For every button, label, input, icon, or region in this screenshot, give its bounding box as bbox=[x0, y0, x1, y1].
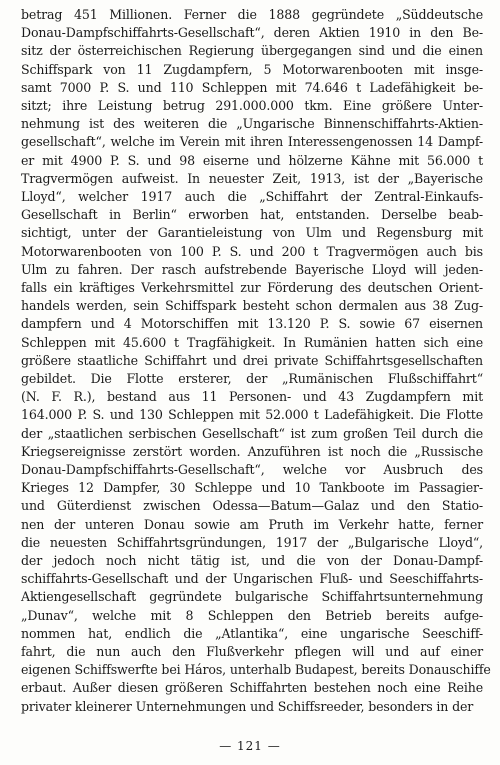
text-line: Donau-Dampfschiffahrts-Gesellschaft“, deren Aktien 1910 in den Be- bbox=[21, 25, 483, 41]
text-line: samt 7000 P. S. und 110 Schleppen mit 74.646 t Ladefähigkeit be- bbox=[21, 79, 483, 95]
text-line: er mit 4900 P. S. und 98 eiserne und hölzerne Kähne mit 56.000 t bbox=[21, 152, 483, 168]
text-line: gebildet. Die Flotte ersterer, der „Rumänischen Flußschiffahrt“ bbox=[21, 371, 483, 386]
text-line: sitz der österreichischen Regierung übergegangen sind und die einen bbox=[21, 43, 483, 59]
text-line: betrag 451 Millionen. Ferner die 1888 gegründete „Süddeutsche bbox=[21, 7, 483, 22]
text-line: sitzt; ihre Leistung betrug 291.000.000 tkm. Eine größere Unter- bbox=[21, 98, 483, 113]
text-line: Schiffspark von 11 Zugdampfern, 5 Motorwarenbooten mit insge- bbox=[21, 61, 483, 77]
page-number: — 121 — bbox=[219, 739, 281, 753]
text-line: gesellschaft“, welche im Verein mit ihren Interessengenossen 14 Dampf- bbox=[21, 134, 483, 150]
text-line: privater kleinerer Unternehmungen und Schiffsreeder, besonders in der bbox=[21, 698, 474, 714]
text-line: Gesellschaft in Berlin“ erworben hat, entstanden. Derselbe beab- bbox=[21, 207, 483, 223]
text-line: nen der unteren Donau sowie am Pruth im Verkehr hatte, ferner bbox=[21, 516, 483, 532]
text-line: eigenen Schiffswerfte bei Háros, unterhalb Budapest, bereits Donauschiffe bbox=[21, 662, 491, 678]
text-line: schiffahrts-Gesellschaft und der Ungarischen Fluß- und Seeschiffahrts- bbox=[21, 571, 483, 587]
text-line: erbaut. Außer diesen größeren Schiffahrten bestehen noch eine Reihe bbox=[21, 680, 483, 696]
text-line: größere staatliche Schiffahrt und drei private Schiffahrtsgesellschaften bbox=[21, 352, 483, 368]
text-line: sichtigt, unter der Garantieleistung von Ulm und Regensburg mit bbox=[21, 225, 483, 241]
text-line: Lloyd“, welcher 1917 auch die „Schiffahrt der Zentral-Einkaufs- bbox=[21, 189, 483, 204]
text-line: „Dunav“, welche mit 8 Schleppen den Betrieb bereits aufge- bbox=[21, 607, 483, 623]
text-line: (N. F. R.), bestand aus 11 Personen- und 43 Zugdampfern mit bbox=[21, 389, 483, 405]
text-line: dampfern und 4 Motorschiffen mit 13.120 P. S. sowie 67 eisernen bbox=[21, 316, 483, 332]
text-line: nommen hat, endlich die „Atlantika“, eine ungarische Seeschiff- bbox=[21, 625, 483, 641]
text-line: Kriegsereignisse zerstört worden. Anzuführen ist noch die „Russische bbox=[21, 443, 483, 459]
text-line: nehmung ist des weiteren die „Ungarische Binnenschiffahrts-Aktien- bbox=[21, 116, 483, 132]
text-line: die neuesten Schiffahrtsgründungen, 1917 der „Bulgarische Lloyd“, bbox=[21, 534, 483, 550]
text-line: der jedoch noch nicht tätig ist, und die von der Donau-Dampf- bbox=[21, 553, 483, 568]
text-line: fahrt, die nun auch den Flußverkehr pflegen will und auf einer bbox=[21, 644, 483, 659]
text-line: Tragvermögen aufweist. In neuester Zeit, 1913, ist der „Bayerische bbox=[21, 170, 483, 186]
text-line: 164.000 P. S. und 130 Schleppen mit 52.000 t Ladefähigkeit. Die Flotte bbox=[21, 407, 483, 423]
text-line: und Güterdienst zwischen Odessa—Batum—Galaz und den Statio- bbox=[21, 498, 483, 514]
text-line: Schleppen mit 45.600 t Tragfähigkeit. In Rumänien hatten sich eine bbox=[21, 334, 483, 350]
text-line: Motorwarenbooten von 100 P. S. und 200 t Tragvermögen auch bis bbox=[21, 243, 483, 259]
text-line: Aktiengesellschaft gegründete bulgarische Schiffahrtsunternehmung bbox=[21, 589, 483, 605]
text-line: falls ein kräftiges Verkehrsmittel zur Förderung des deutschen Orient- bbox=[21, 280, 483, 295]
text-line: handels werden, sein Schiffspark besteht schon dermalen aus 38 Zug- bbox=[21, 298, 483, 314]
text-line: Donau-Dampfschiffahrts-Gesellschaft“, welche vor Ausbruch des bbox=[21, 462, 483, 477]
text-line: der „staatlichen serbischen Gesellschaft“ ist zum großen Teil durch die bbox=[21, 425, 483, 441]
text-line: Ulm zu fahren. Der rasch aufstrebende Bayerische Lloyd will jeden- bbox=[21, 261, 483, 277]
text-line: Krieges 12 Dampfer, 30 Schleppe und 10 Tankboote im Passagier- bbox=[21, 480, 483, 496]
